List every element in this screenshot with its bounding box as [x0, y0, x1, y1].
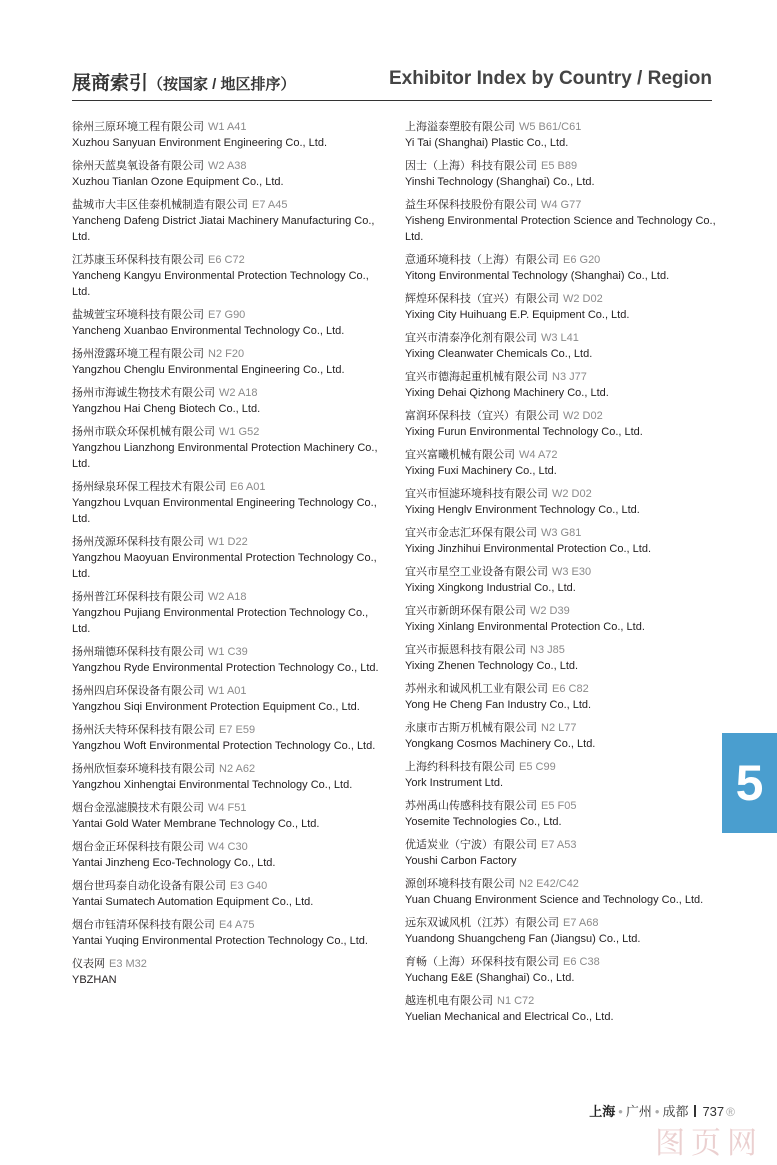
booth-number: E6 C38 [563, 956, 600, 968]
exhibitor-name-cn: 扬州沃夫特环保科技有限公司 [72, 724, 215, 736]
exhibitor-cn-line [72, 158, 387, 174]
exhibitor-cn-line [72, 917, 387, 933]
exhibitor-name-cn: 扬州市联众环保机械有限公司 [72, 426, 215, 438]
booth-number: N2 E42/C42 [519, 878, 579, 890]
exhibitor-entry [72, 158, 387, 190]
exhibitor-name-en: Yisheng Environmental Protection Science and Technology Co., Ltd. [405, 215, 716, 243]
section-tab [722, 733, 777, 833]
exhibitor-name-cn: 永康市古斯万机械有限公司 [405, 722, 537, 734]
booth-number: E5 C99 [519, 761, 556, 773]
booth-number: W3 G81 [541, 527, 582, 539]
right-column [405, 119, 720, 1032]
exhibitor-name-cn: 扬州绿泉环保工程技术有限公司 [72, 481, 226, 493]
exhibitor-name-cn: 江苏康玉环保科技有限公司 [72, 254, 204, 266]
booth-number: N2 L77 [541, 722, 577, 734]
exhibitor-entry [405, 525, 720, 557]
exhibitor-name-cn: 仪表网 [72, 958, 105, 970]
exhibitor-name-cn: 育畅（上海）环保科技有限公司 [405, 956, 559, 968]
exhibitor-name-en: Yangzhou Woft Environmental Protection Technology Co., Ltd. [72, 740, 376, 752]
booth-number: W2 A18 [219, 387, 258, 399]
exhibitor-cn-line [72, 197, 387, 213]
page-header [72, 66, 712, 101]
exhibitor-cn-line [405, 837, 720, 853]
exhibitor-cn-line [405, 158, 720, 174]
booth-number: E3 G40 [230, 880, 268, 892]
exhibitor-name-en: Youshi Carbon Factory [405, 855, 517, 867]
exhibitor-name-en: Yangzhou Xinhengtai Environmental Technology Co., Ltd. [72, 779, 353, 791]
exhibitor-entry [405, 876, 720, 908]
booth-number: W1 C39 [208, 646, 248, 658]
exhibitor-name-cn: 上海约科科技有限公司 [405, 761, 515, 773]
exhibitor-cn-line [72, 307, 387, 323]
exhibitor-name-cn: 益生环保科技股份有限公司 [405, 199, 537, 211]
exhibitor-name-cn: 扬州澄露环境工程有限公司 [72, 348, 204, 360]
exhibitor-entry [405, 447, 720, 479]
booth-number: W4 C30 [208, 841, 248, 853]
exhibitor-cn-line [72, 800, 387, 816]
exhibitor-name-en: York Instrument Ltd. [405, 777, 504, 789]
footer-divider [694, 1105, 696, 1117]
booth-number: W2 A18 [208, 591, 247, 603]
exhibitor-cn-line [72, 534, 387, 550]
exhibitor-cn-line [405, 525, 720, 541]
booth-number: W2 D02 [552, 488, 592, 500]
exhibitor-name-en: Yosemite Technologies Co., Ltd. [405, 816, 562, 828]
exhibitor-cn-line [72, 252, 387, 268]
page-title-cn [72, 68, 296, 95]
exhibitor-entry [405, 837, 720, 869]
exhibitor-cn-line [72, 479, 387, 495]
exhibitor-cn-line [72, 424, 387, 440]
exhibitor-cn-line [72, 683, 387, 699]
booth-number: W2 D39 [530, 605, 570, 617]
exhibitor-entry [72, 800, 387, 832]
booth-number: N2 F20 [208, 348, 245, 360]
exhibitor-name-en: Yixing Xingkong Industrial Co., Ltd. [405, 582, 576, 594]
exhibitor-name-en: Yi Tai (Shanghai) Plastic Co., Ltd. [405, 137, 569, 149]
booth-number: E7 A53 [541, 839, 577, 851]
exhibitor-name-en: Yongkang Cosmos Machinery Co., Ltd. [405, 738, 596, 750]
booth-number: E7 G90 [208, 309, 246, 321]
booth-number: W2 D02 [563, 410, 603, 422]
exhibitor-entry [405, 798, 720, 830]
exhibitor-entry [72, 917, 387, 949]
exhibitor-name-cn: 辉煌环保科技（宜兴）有限公司 [405, 293, 559, 305]
exhibitor-cn-line [405, 197, 720, 213]
exhibitor-name-cn: 烟台世玛泰自动化设备有限公司 [72, 880, 226, 892]
exhibitor-name-cn: 宜兴市德海起重机械有限公司 [405, 371, 548, 383]
exhibitor-name-en: Yangzhou Maoyuan Environmental Protection Technology Co., Ltd. [72, 552, 377, 580]
exhibitor-cn-line [72, 119, 387, 135]
exhibitor-entry [405, 158, 720, 190]
exhibitor-name-cn: 远东双诚风机（江苏）有限公司 [405, 917, 559, 929]
exhibitor-cn-line [405, 330, 720, 346]
exhibitor-name-cn: 扬州普江环保科技有限公司 [72, 591, 204, 603]
exhibitor-cn-line [405, 993, 720, 1009]
exhibitor-cn-line [72, 878, 387, 894]
booth-number: W5 B61/C61 [519, 121, 582, 133]
exhibitor-name-en: Yancheng Xuanbao Environmental Technology Co., Ltd. [72, 325, 345, 337]
exhibitor-name-en: Yangzhou Pujiang Environmental Protection Technology Co., Ltd. [72, 607, 369, 635]
exhibitor-cn-line [72, 839, 387, 855]
exhibitor-name-en: Yixing Furun Environmental Technology Co., Ltd. [405, 426, 643, 438]
exhibitor-name-en: Yangzhou Lvquan Environmental Engineering Technology Co., Ltd. [72, 497, 377, 525]
booth-number: E5 F05 [541, 800, 577, 812]
exhibitor-name-en: YBZHAN [72, 974, 117, 986]
booth-number: W4 F51 [208, 802, 247, 814]
exhibitor-name-en: Yantai Gold Water Membrane Technology Co., Ltd. [72, 818, 320, 830]
exhibitor-name-cn: 徐州天蓝臭氧设备有限公司 [72, 160, 204, 172]
exhibitor-entry [72, 424, 387, 472]
exhibitor-entry [405, 369, 720, 401]
exhibitor-name-cn: 扬州市海诚生物技术有限公司 [72, 387, 215, 399]
exhibitor-name-cn: 意通环境科技（上海）有限公司 [405, 254, 559, 266]
exhibitor-name-cn: 源创环境科技有限公司 [405, 878, 515, 890]
booth-number: N3 J85 [530, 644, 565, 656]
exhibitor-cn-line [405, 954, 720, 970]
exhibitor-name-cn: 上海溢泰塑胶有限公司 [405, 121, 515, 133]
booth-number: E6 G20 [563, 254, 601, 266]
booth-number: E7 A45 [252, 199, 288, 211]
exhibitor-entry [72, 761, 387, 793]
exhibitor-name-cn: 盐城萱宝环境科技有限公司 [72, 309, 204, 321]
booth-number: W1 G52 [219, 426, 260, 438]
exhibitor-name-en: Yinshi Technology (Shanghai) Co., Ltd. [405, 176, 595, 188]
title-cn-main: 展商索引 [72, 73, 149, 94]
exhibitor-cn-line [405, 876, 720, 892]
booth-number: W1 A01 [208, 685, 247, 697]
exhibitor-name-en: Yangzhou Hai Cheng Biotech Co., Ltd. [72, 403, 261, 415]
booth-number: N2 A62 [219, 763, 256, 775]
exhibitor-cn-line [72, 956, 387, 972]
exhibitor-entry [405, 291, 720, 323]
exhibitor-entry [72, 252, 387, 300]
exhibitor-entry [72, 197, 387, 245]
booth-number: N3 J77 [552, 371, 587, 383]
booth-number: W3 L41 [541, 332, 579, 344]
exhibitor-cn-line [405, 252, 720, 268]
booth-number: E6 C82 [552, 683, 589, 695]
exhibitor-entry [405, 119, 720, 151]
booth-number: E6 C72 [208, 254, 245, 266]
exhibitor-name-cn: 富润环保科技（宜兴）有限公司 [405, 410, 559, 422]
exhibitor-name-cn: 烟台金正环保科技有限公司 [72, 841, 204, 853]
exhibitor-entry [405, 252, 720, 284]
booth-number: W1 D22 [208, 536, 248, 548]
exhibitor-name-cn: 宜兴富曦机械有限公司 [405, 449, 515, 461]
exhibitor-name-cn: 扬州四启环保设备有限公司 [72, 685, 204, 697]
exhibitor-cn-line [405, 681, 720, 697]
booth-number: E7 E59 [219, 724, 256, 736]
registered-mark: ® [726, 1105, 735, 1119]
exhibitor-cn-line [405, 915, 720, 931]
exhibitor-name-cn: 烟台市钰清环保科技有限公司 [72, 919, 215, 931]
exhibitor-entry [72, 346, 387, 378]
exhibitor-name-cn: 烟台金泓滤膜技术有限公司 [72, 802, 204, 814]
exhibitor-cn-line [72, 385, 387, 401]
booth-number: W4 A72 [519, 449, 558, 461]
exhibitor-entry [405, 197, 720, 245]
exhibitor-entry [72, 589, 387, 637]
footer-city-shanghai: 上海 [589, 1104, 616, 1119]
exhibitor-name-en: Yangzhou Siqi Environment Protection Equipment Co., Ltd. [72, 701, 360, 713]
exhibitor-name-cn: 盐城市大丰区佳泰机械制造有限公司 [72, 199, 248, 211]
booth-number: E5 B89 [541, 160, 578, 172]
exhibitor-entry [72, 307, 387, 339]
exhibitor-entry [72, 644, 387, 676]
exhibitor-name-cn: 苏州永和诚风机工业有限公司 [405, 683, 548, 695]
exhibitor-cn-line [405, 603, 720, 619]
exhibitor-cn-line [405, 759, 720, 775]
exhibitor-cn-line [72, 589, 387, 605]
exhibitor-entry [72, 878, 387, 910]
exhibitor-entry [72, 479, 387, 527]
exhibitor-cn-line [405, 798, 720, 814]
exhibitor-entry [72, 385, 387, 417]
exhibitor-entry [72, 839, 387, 871]
booth-number: W4 G77 [541, 199, 582, 211]
exhibitor-name-en: Yixing Zhenen Technology Co., Ltd. [405, 660, 579, 672]
watermark: 图页网 [655, 1127, 763, 1160]
exhibitor-name-en: Yangzhou Chenglu Environmental Engineering Co., Ltd. [72, 364, 345, 376]
exhibitor-entry [72, 956, 387, 988]
exhibitor-name-en: Yong He Cheng Fan Industry Co., Ltd. [405, 699, 592, 711]
booth-number: W2 D02 [563, 293, 603, 305]
exhibitor-entry [405, 720, 720, 752]
exhibitor-name-en: Yixing Xinlang Environmental Protection Co., Ltd. [405, 621, 645, 633]
booth-number: E7 A68 [563, 917, 599, 929]
exhibitor-name-en: Yangzhou Ryde Environmental Protection Technology Co., Ltd. [72, 662, 379, 674]
exhibitor-name-cn: 苏州禹山传感科技有限公司 [405, 800, 537, 812]
exhibitor-entry [405, 759, 720, 791]
exhibitor-name-cn: 宜兴市金志汇环保有限公司 [405, 527, 537, 539]
booth-number: N1 C72 [497, 995, 535, 1007]
booth-number: E4 A75 [219, 919, 255, 931]
booth-number: E6 A01 [230, 481, 266, 493]
exhibitor-entry [72, 683, 387, 715]
footer-dot: • [654, 1104, 660, 1119]
exhibitor-entry [405, 954, 720, 986]
exhibitor-name-cn: 宜兴市新朗环保有限公司 [405, 605, 526, 617]
exhibitor-name-en: Yuan Chuang Environment Science and Technology Co., Ltd. [405, 894, 704, 906]
exhibitor-name-cn: 宜兴市星空工业设备有限公司 [405, 566, 548, 578]
exhibitor-name-cn: 因士（上海）科技有限公司 [405, 160, 537, 172]
exhibitor-name-en: Xuzhou Tianlan Ozone Equipment Co., Ltd. [72, 176, 284, 188]
section-number: 5 [735, 755, 764, 811]
exhibitor-cn-line [405, 369, 720, 385]
exhibitor-cn-line [405, 408, 720, 424]
footer-dot: • [618, 1104, 623, 1119]
left-column [72, 119, 387, 995]
exhibitor-name-cn: 扬州瑞德环保科技有限公司 [72, 646, 204, 658]
exhibitor-name-cn: 优适炭业（宁波）有限公司 [405, 839, 537, 851]
exhibitor-name-en: Yancheng Dafeng District Jiatai Machinery Manufacturing Co., Ltd. [72, 215, 375, 243]
exhibitor-name-en: Yixing Dehai Qizhong Machinery Co., Ltd. [405, 387, 609, 399]
exhibitor-name-cn: 越连机电有限公司 [405, 995, 493, 1007]
exhibitor-name-en: Yuelian Mechanical and Electrical Co., Ltd. [405, 1011, 614, 1023]
exhibitor-name-en: Yixing Cleanwater Chemicals Co., Ltd. [405, 348, 593, 360]
page-number: 737 [702, 1104, 725, 1119]
exhibitor-name-cn: 扬州茂源环保科技有限公司 [72, 536, 204, 548]
exhibitor-name-en: Yantai Yuqing Environmental Protection Technology Co., Ltd. [72, 935, 368, 947]
exhibitor-entry [405, 330, 720, 362]
exhibitor-cn-line [405, 119, 720, 135]
exhibitor-name-en: Yantai Jinzheng Eco-Technology Co., Ltd. [72, 857, 276, 869]
exhibitor-name-en: Xuzhou Sanyuan Environment Engineering Co., Ltd. [72, 137, 327, 149]
exhibitor-cn-line [72, 761, 387, 777]
booth-number: W3 E30 [552, 566, 592, 578]
exhibitor-entry [405, 915, 720, 947]
footer-city-chengdu: 成都 [662, 1104, 689, 1119]
exhibitor-entry [405, 408, 720, 440]
booth-number: W2 A38 [208, 160, 247, 172]
exhibitor-name-en: Yantai Sumatech Automation Equipment Co., Ltd. [72, 896, 314, 908]
exhibitor-entry [405, 681, 720, 713]
exhibitor-name-cn: 宜兴市清泰净化剂有限公司 [405, 332, 537, 344]
exhibitor-entry [72, 119, 387, 151]
exhibitor-entry [405, 993, 720, 1025]
exhibitor-name-en: Yitong Environmental Technology (Shanghai) Co., Ltd. [405, 270, 670, 282]
exhibitor-cn-line [405, 720, 720, 736]
title-cn-sub: （按国家 / 地区排序） [148, 76, 296, 93]
exhibitor-cn-line [72, 644, 387, 660]
exhibitor-cn-line [405, 564, 720, 580]
footer-city-guangzhou: 广州 [625, 1104, 652, 1119]
exhibitor-entry [405, 564, 720, 596]
exhibitor-cn-line [405, 291, 720, 307]
page-title-en: Exhibitor Index by Country / Region [388, 68, 712, 89]
exhibitor-cn-line [405, 486, 720, 502]
exhibitor-cn-line [405, 447, 720, 463]
booth-number: E3 M32 [109, 958, 147, 970]
exhibitor-name-en: Yixing Fuxi Machinery Co., Ltd. [405, 465, 557, 477]
exhibitor-name-en: Yixing Henglv Environment Technology Co., Ltd. [405, 504, 640, 516]
exhibitor-entry [72, 722, 387, 754]
exhibitor-cn-line [72, 346, 387, 362]
exhibitor-entry [405, 642, 720, 674]
exhibitor-name-en: Yuchang E&E (Shanghai) Co., Ltd. [405, 972, 575, 984]
exhibitor-name-en: Yixing City Huihuang E.P. Equipment Co., Ltd. [405, 309, 630, 321]
exhibitor-name-en: Yuandong Shuangcheng Fan (Jiangsu) Co., Ltd. [405, 933, 641, 945]
exhibitor-cn-line [72, 722, 387, 738]
exhibitor-name-cn: 宜兴市恒滤环境科技有限公司 [405, 488, 548, 500]
booth-number: W1 A41 [208, 121, 247, 133]
exhibitor-name-cn: 宜兴市振恩科技有限公司 [405, 644, 526, 656]
exhibitor-cn-line [405, 642, 720, 658]
exhibitor-name-cn: 扬州欣恒泰环境科技有限公司 [72, 763, 215, 775]
exhibitor-name-cn: 徐州三原环境工程有限公司 [72, 121, 204, 133]
exhibitor-name-en: Yancheng Kangyu Environmental Protection Technology Co., Ltd. [72, 270, 369, 298]
exhibitor-entry [405, 603, 720, 635]
exhibitor-name-en: Yixing Jinzhihui Environmental Protection Co., Ltd. [405, 543, 651, 555]
exhibitor-name-en: Yangzhou Lianzhong Environmental Protection Machinery Co., Ltd. [72, 442, 378, 470]
exhibitor-entry [405, 486, 720, 518]
exhibitor-entry [72, 534, 387, 582]
